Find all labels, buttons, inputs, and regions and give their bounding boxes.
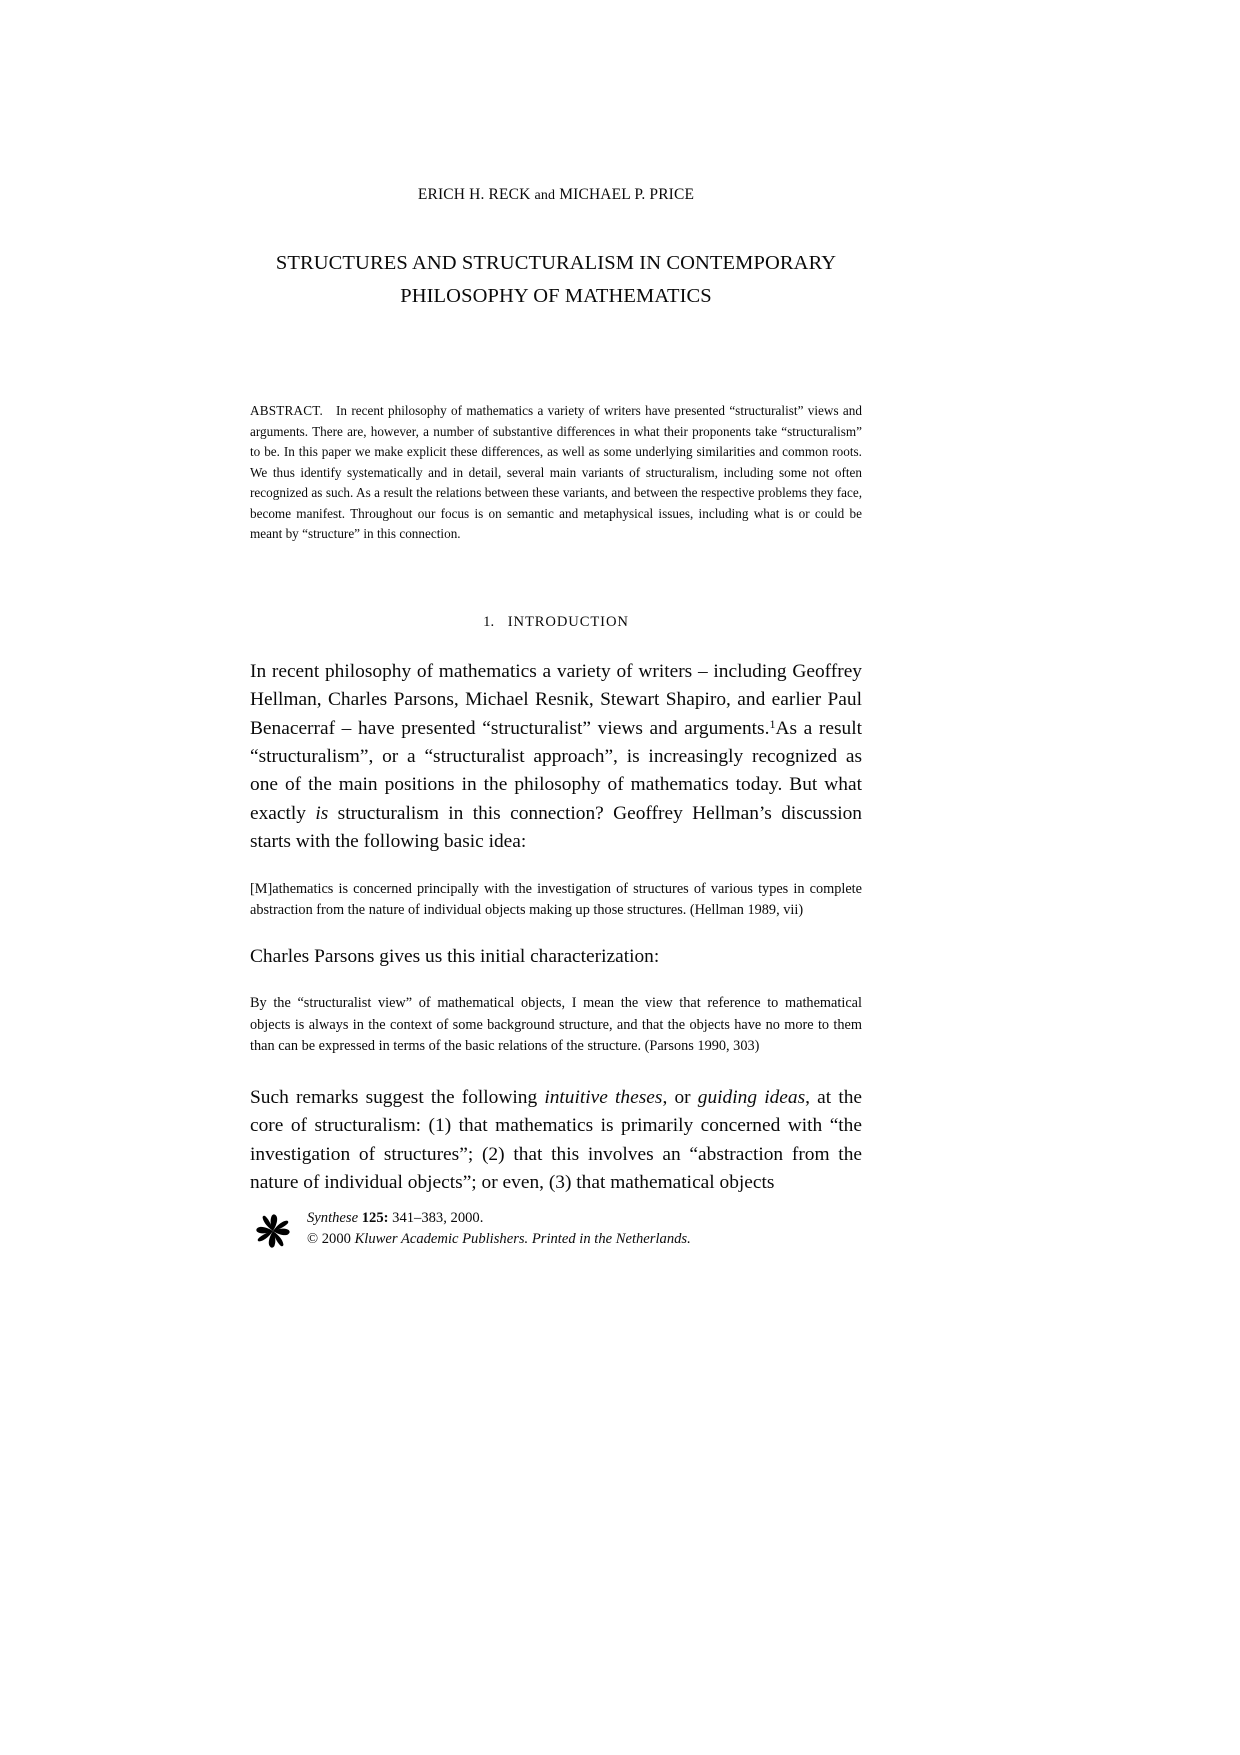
paragraph-1-segment-c: structuralism in this connection? Geoffrey Hellman’s discussion starts with the following basic idea:: [250, 802, 862, 853]
section-heading-introduction: [250, 613, 862, 632]
body-paragraph-2: Charles Parsons gives us this initial characterization:: [250, 945, 660, 967]
body-paragraph-1: [250, 658, 862, 857]
paragraph-1-emphasis-is: is: [315, 802, 329, 824]
title-line-1: STRUCTURES AND STRUCTURALISM IN CONTEMPORARY: [275, 251, 837, 274]
footer-journal-line: [307, 1208, 691, 1229]
footer-journal-name: Synthese: [307, 1210, 359, 1226]
page-footer: [250, 1208, 870, 1252]
author-conjunction: and: [534, 188, 556, 203]
footer-publisher: Kluwer Academic Publishers. Printed in the Netherlands.: [354, 1231, 691, 1248]
paragraph-1-segment-b: As a result “structuralism”, or a “structuralist approach”, is increasingly recognized as one of the main positions in the philosophy of mathematics today. But what exactly: [250, 717, 863, 824]
footnote-marker-1[interactable]: 1: [769, 716, 776, 731]
footer-volume: 125:: [361, 1210, 389, 1226]
section-name: INTRODUCTION: [507, 613, 629, 630]
block-quote-hellman: [M]athematics is concerned principally with the investigation of structures of various types in complete abstraction from the nature of individual objects making up those structures. (Hellman 1989, vii): [250, 880, 862, 919]
paragraph-3-segment-a: Such remarks suggest the following: [250, 1086, 545, 1108]
abstract-text: In recent philosophy of mathematics a variety of writers have presented “structuralist” views and arguments. There are, however, a number of substantive differences in what their proponents take “structuralism” to be. In this paper we make explicit these differences, as well as some underlying similarities and common roots. We thus identify systematically and in detail, several main variants of structuralism, including some not often recognized as such. As a result the relations between these variants, and between the respective problems they face, become manifest. Throughout our focus is on semantic and metaphysical issues, including what is or could be meant by “structure” in this connection.: [250, 403, 863, 542]
author-first: ERICH H. RECK: [417, 186, 531, 203]
abstract-label: ABSTRACT.: [250, 403, 323, 419]
page-title: [250, 247, 862, 313]
block-quote-parsons: By the “structuralist view” of mathematical objects, I mean the view that reference to mathematical objects is always in the context of some background structure, and that the objects have no more to them than can be expressed in terms of the basic relations of the structure. (Parsons 1990, 303): [250, 995, 862, 1055]
kluwer-pinwheel-logo-icon: [253, 1210, 293, 1252]
footer-pages: 341–383, 2000.: [392, 1210, 484, 1226]
paragraph-3-emphasis-guiding-ideas: guiding ideas: [697, 1086, 806, 1108]
paragraph-3-segment-b: , or: [662, 1086, 698, 1108]
abstract-block: [250, 401, 862, 545]
paragraph-1-segment-a: In recent philosophy of mathematics a variety of writers – including Geoffrey Hellman, Charles Parsons, Michael Resnik, Stewart Shapiro, and earlier Paul Benacerraf – have presented “structuralist” views and arguments.: [250, 660, 862, 739]
paragraph-3-emphasis-intuitive-theses: intuitive theses: [544, 1086, 663, 1108]
author-line: [250, 186, 862, 205]
paragraph-3-segment-c: , at the core of structuralism: (1) that mathematics is primarily concerned with “the investigation of structures”; (2) that this involves an “abstraction from the nature of individual objects”; or even, (3) that mathematical objects: [250, 1086, 863, 1193]
author-second: MICHAEL P. PRICE: [559, 186, 695, 203]
page-content: [250, 0, 862, 1197]
footer-copyright: © 2000: [307, 1231, 355, 1248]
footer-citation: [307, 1208, 691, 1251]
section-number: 1.: [483, 613, 495, 630]
footer-copyright-line: [307, 1229, 691, 1250]
title-line-2: PHILOSOPHY OF MATHEMATICS: [400, 285, 712, 307]
body-paragraph-3: [250, 1084, 862, 1198]
